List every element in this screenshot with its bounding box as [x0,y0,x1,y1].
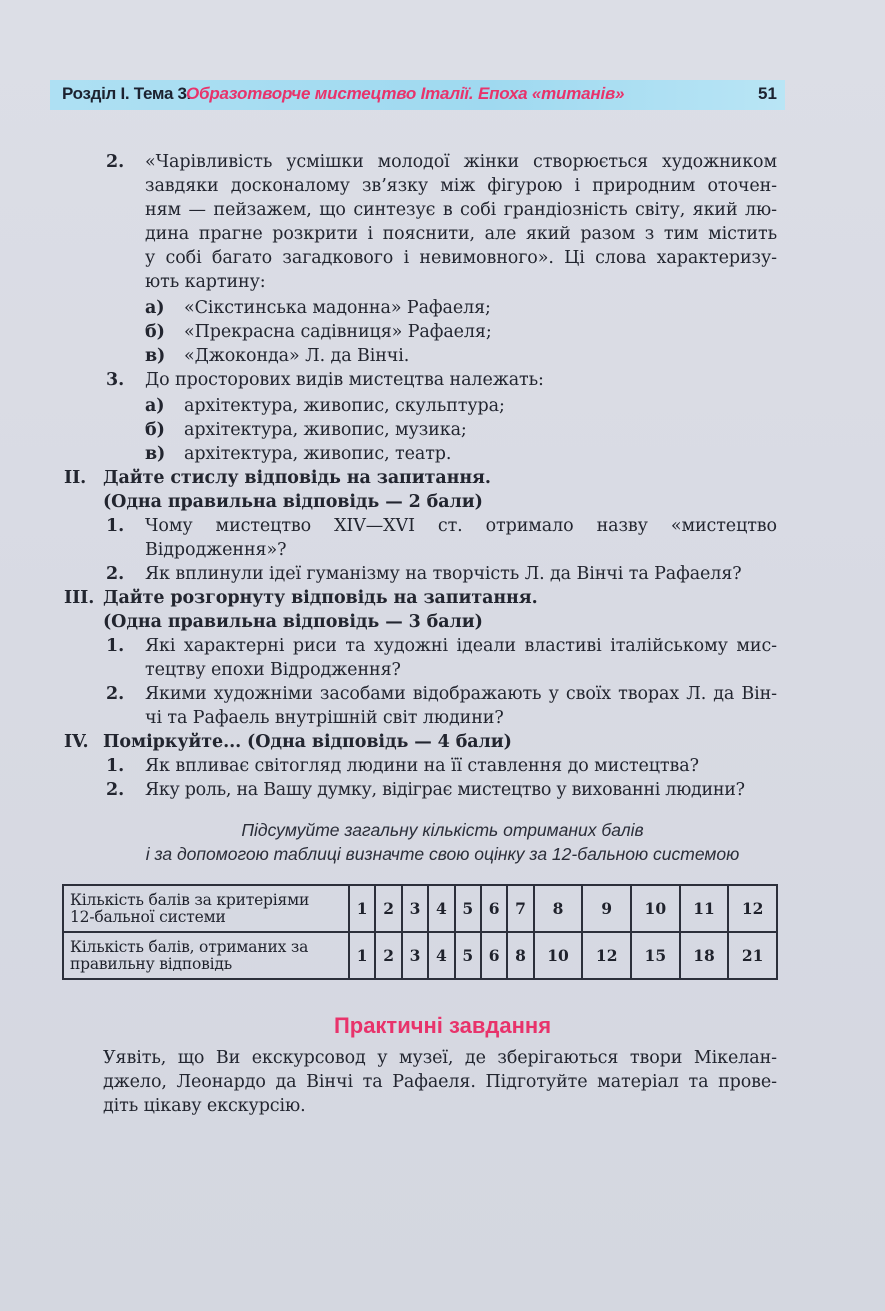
table-cell: 10 [534,932,583,979]
question-text-line: чі та Рафаель внутрішній світ людини? [145,708,504,728]
question-text-line: тецтву епохи Відродження? [145,660,401,680]
question-text-line: завдяки досконалому зв’язку між фігурою і природним оточен- [145,176,777,196]
table-cell: 8 [534,885,583,932]
row-header [63,885,349,932]
table-cell: 2 [375,885,401,932]
table-cell: 3 [402,885,428,932]
question-text-line: Якими художніми засобами відображають у своїх творах Л. да Він- [145,684,777,704]
question-number: 2. [106,780,125,800]
question-text-line: ням — пейзажем, що синтезує в собі грандіозність світу, який лю- [145,200,777,220]
question-text-line: Відродження»? [145,540,287,560]
option-text: архітектура, живопис, музика; [184,420,467,440]
table-cell: 1 [349,932,375,979]
practice-text-line: Уявіть, що Ви екскурсовод у музеї, де зберігаються твори Мікелан- [103,1048,777,1068]
practice-text-line: джело, Леонардо да Вінчі та Рафаеля. Підготуйте матеріал та прове- [103,1072,777,1092]
question-number: 2. [106,684,125,704]
section-title: Дайте стислу відповідь на запитання. [103,468,491,488]
table-cell: 7 [507,885,533,932]
row-header-line: Кількість балів за критеріями [70,890,310,909]
question-text-line: «Чарівливість усмішки молодої жінки створюється художником [145,152,777,172]
table-cell: 10 [631,885,680,932]
table-cell: 8 [507,932,533,979]
option-letter: а) [145,396,165,416]
option-text: «Прекрасна садівниця» Рафаеля; [184,322,492,342]
row-header-line: правильну відповідь [70,954,232,973]
section-title: Поміркуйте... (Одна відповідь — 4 бали) [103,732,512,752]
table-cell: 1 [349,885,375,932]
table-cell: 18 [680,932,729,979]
table-row [63,932,777,979]
section-points-note: (Одна правильна відповідь — 2 бали) [103,492,483,512]
option-letter: а) [145,298,165,318]
question-text-line: Як впливає світогляд людини на її ставлення до мистецтва? [145,756,699,776]
table-cell: 3 [402,932,428,979]
header-topic-title: Образотворче мистецтво Італії. Епоха «титанів» [186,84,625,103]
section-numeral: IV. [64,732,89,752]
summary-note-line: і за допомогою таблиці визначте свою оцінку за 12-бальною системою [145,844,740,864]
question-text-line: Яку роль, на Вашу думку, відіграє мистецтво у вихованні людини? [145,780,745,800]
question-text-line: у собі багато загадкового і невимовного». Ці слова характеризу- [145,248,777,268]
practice-text-line: діть цікаву екскурсію. [103,1096,306,1116]
question-text-line: Які характерні риси та художні ідеали властиві італійському мис- [145,636,777,656]
table-row [63,885,777,932]
question-text-line: ють картину: [145,272,266,292]
section-title: Дайте розгорнуту відповідь на запитання. [103,588,538,608]
table-cell: 21 [728,932,777,979]
option-text: архітектура, живопис, скульптура; [184,396,505,416]
row-header [63,932,349,979]
question-number: 1. [106,516,125,536]
header-section-label: Розділ І. Тема 3. [62,84,192,103]
section-numeral: II. [64,468,87,488]
table-cell: 11 [680,885,729,932]
question-number: 2. [106,152,125,172]
question-number: 2. [106,564,125,584]
question-number: 1. [106,636,125,656]
page-number: 51 [758,84,777,103]
question-text-line: Чому мистецтво XIV—XVI ст. отримало назву «мистецтво [145,516,777,536]
table-cell: 4 [428,932,454,979]
row-header-line: Кількість балів, отриманих за [70,937,309,956]
section-points-note: (Одна правильна відповідь — 3 бали) [103,612,483,632]
table-cell: 12 [728,885,777,932]
option-text: архітектура, живопис, театр. [184,444,452,464]
table-cell: 15 [631,932,680,979]
table-cell: 6 [481,885,507,932]
option-text: «Сікстинська мадонна» Рафаеля; [184,298,491,318]
table-cell: 5 [455,885,481,932]
option-letter: б) [145,420,165,440]
table-cell: 6 [481,932,507,979]
table-cell: 4 [428,885,454,932]
question-text-line: дина прагне розкрити і пояснити, але який разом з тим містить [145,224,777,244]
option-letter: в) [145,444,166,464]
practice-section-title: Практичні завдання [333,1013,552,1038]
score-conversion-table [62,884,778,980]
table-cell: 2 [375,932,401,979]
table-cell: 12 [582,932,631,979]
question-text-line: Як вплинули ідеї гуманізму на творчість Л. да Вінчі та Рафаеля? [145,564,742,584]
table-cell: 9 [582,885,631,932]
option-letter: в) [145,346,166,366]
question-number: 1. [106,756,125,776]
question-number: 3. [106,370,125,390]
section-numeral: III. [64,588,95,608]
table-cell: 5 [455,932,481,979]
option-text: «Джоконда» Л. да Вінчі. [184,346,410,366]
option-letter: б) [145,322,165,342]
summary-note-line: Підсумуйте загальну кількість отриманих балів [241,820,644,840]
question-text-line: До просторових видів мистецтва належать: [145,370,544,390]
row-header-line: 12-бальної системи [70,907,226,926]
